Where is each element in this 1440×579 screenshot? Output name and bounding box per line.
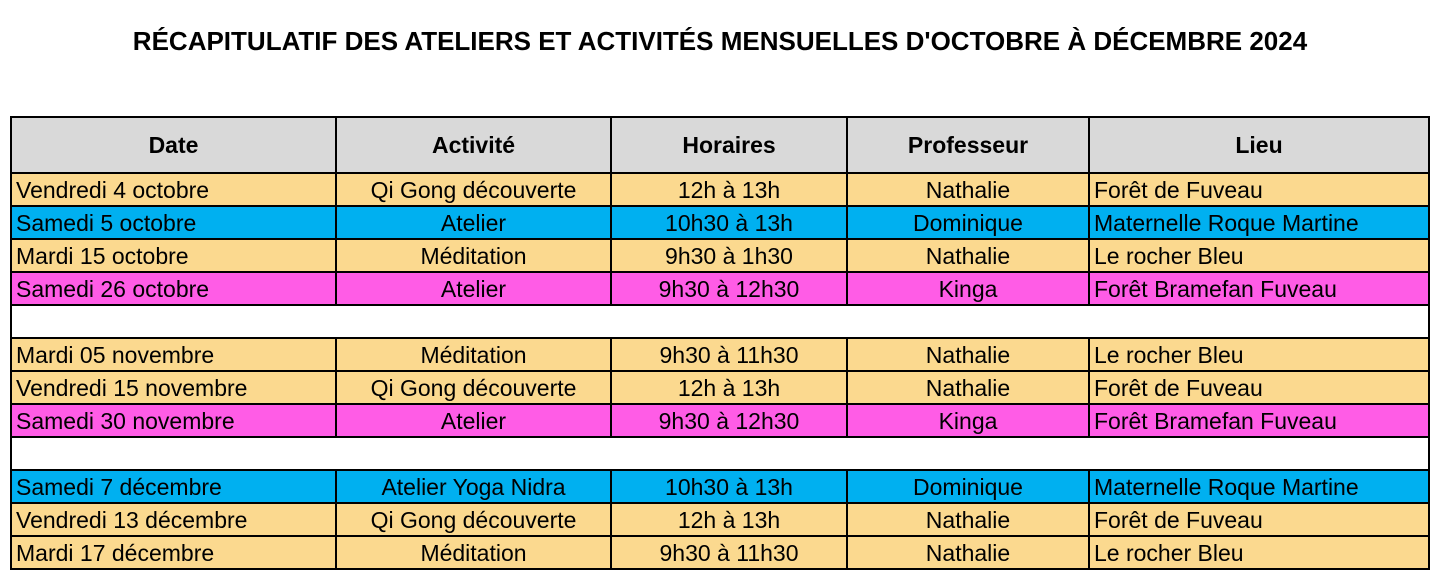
spacer-row bbox=[11, 437, 1429, 470]
cell-professeur: Nathalie bbox=[847, 173, 1089, 206]
cell-activite: Qi Gong découverte bbox=[336, 503, 611, 536]
cell-horaires: 10h30 à 13h bbox=[611, 206, 847, 239]
cell-date: Vendredi 13 décembre bbox=[11, 503, 336, 536]
column-header-lieu: Lieu bbox=[1089, 117, 1429, 173]
cell-date: Vendredi 4 octobre bbox=[11, 173, 336, 206]
cell-lieu: Maternelle Roque Martine bbox=[1089, 206, 1429, 239]
table-row bbox=[11, 404, 1429, 437]
table-row bbox=[11, 371, 1429, 404]
cell-date: Vendredi 15 novembre bbox=[11, 371, 336, 404]
cell-date: Mardi 05 novembre bbox=[11, 338, 336, 371]
cell-date: Mardi 17 décembre bbox=[11, 536, 336, 569]
cell-horaires: 9h30 à 12h30 bbox=[611, 404, 847, 437]
cell-professeur: Kinga bbox=[847, 272, 1089, 305]
cell-professeur: Nathalie bbox=[847, 239, 1089, 272]
cell-date: Samedi 30 novembre bbox=[11, 404, 336, 437]
cell-professeur: Nathalie bbox=[847, 536, 1089, 569]
cell-activite: Méditation bbox=[336, 239, 611, 272]
cell-horaires: 12h à 13h bbox=[611, 173, 847, 206]
table-row bbox=[11, 503, 1429, 536]
cell-activite: Qi Gong découverte bbox=[336, 173, 611, 206]
cell-professeur: Dominique bbox=[847, 206, 1089, 239]
cell-lieu: Forêt de Fuveau bbox=[1089, 173, 1429, 206]
cell-lieu: Maternelle Roque Martine bbox=[1089, 470, 1429, 503]
cell-professeur: Nathalie bbox=[847, 371, 1089, 404]
column-header-horaires: Horaires bbox=[611, 117, 847, 173]
cell-horaires: 9h30 à 1h30 bbox=[611, 239, 847, 272]
cell-lieu: Forêt Bramefan Fuveau bbox=[1089, 404, 1429, 437]
column-header-activite: Activité bbox=[336, 117, 611, 173]
table-header bbox=[11, 117, 1429, 173]
cell-horaires: 12h à 13h bbox=[611, 371, 847, 404]
schedule-table bbox=[10, 116, 1430, 570]
column-header-professeur: Professeur bbox=[847, 117, 1089, 173]
cell-horaires: 9h30 à 11h30 bbox=[611, 338, 847, 371]
table-row bbox=[11, 536, 1429, 569]
cell-date: Samedi 26 octobre bbox=[11, 272, 336, 305]
cell-professeur: Kinga bbox=[847, 404, 1089, 437]
table-body bbox=[11, 173, 1429, 569]
cell-activite: Atelier bbox=[336, 206, 611, 239]
cell-lieu: Forêt de Fuveau bbox=[1089, 503, 1429, 536]
table-row bbox=[11, 239, 1429, 272]
cell-activite: Atelier bbox=[336, 272, 611, 305]
cell-lieu: Le rocher Bleu bbox=[1089, 239, 1429, 272]
cell-horaires: 12h à 13h bbox=[611, 503, 847, 536]
table-row bbox=[11, 338, 1429, 371]
page-title: RÉCAPITULATIF DES ATELIERS ET ACTIVITÉS MENSUELLES D'OCTOBRE À DÉCEMBRE 2024 bbox=[132, 26, 1308, 56]
header-row bbox=[11, 117, 1429, 173]
spacer-cell bbox=[11, 305, 1429, 338]
cell-date: Samedi 5 octobre bbox=[11, 206, 336, 239]
cell-activite: Atelier bbox=[336, 404, 611, 437]
cell-horaires: 10h30 à 13h bbox=[611, 470, 847, 503]
cell-horaires: 9h30 à 11h30 bbox=[611, 536, 847, 569]
cell-lieu: Forêt de Fuveau bbox=[1089, 371, 1429, 404]
cell-date: Samedi 7 décembre bbox=[11, 470, 336, 503]
cell-professeur: Nathalie bbox=[847, 338, 1089, 371]
cell-professeur: Dominique bbox=[847, 470, 1089, 503]
table-row bbox=[11, 470, 1429, 503]
cell-activite: Méditation bbox=[336, 338, 611, 371]
spacer-row bbox=[11, 305, 1429, 338]
cell-lieu: Forêt Bramefan Fuveau bbox=[1089, 272, 1429, 305]
cell-activite: Méditation bbox=[336, 536, 611, 569]
cell-activite: Qi Gong découverte bbox=[336, 371, 611, 404]
table-row bbox=[11, 272, 1429, 305]
cell-horaires: 9h30 à 12h30 bbox=[611, 272, 847, 305]
table-row bbox=[11, 206, 1429, 239]
column-header-date: Date bbox=[11, 117, 336, 173]
cell-lieu: Le rocher Bleu bbox=[1089, 536, 1429, 569]
cell-lieu: Le rocher Bleu bbox=[1089, 338, 1429, 371]
cell-professeur: Nathalie bbox=[847, 503, 1089, 536]
cell-date: Mardi 15 octobre bbox=[11, 239, 336, 272]
spacer-cell bbox=[11, 437, 1429, 470]
cell-activite: Atelier Yoga Nidra bbox=[336, 470, 611, 503]
table-row bbox=[11, 173, 1429, 206]
